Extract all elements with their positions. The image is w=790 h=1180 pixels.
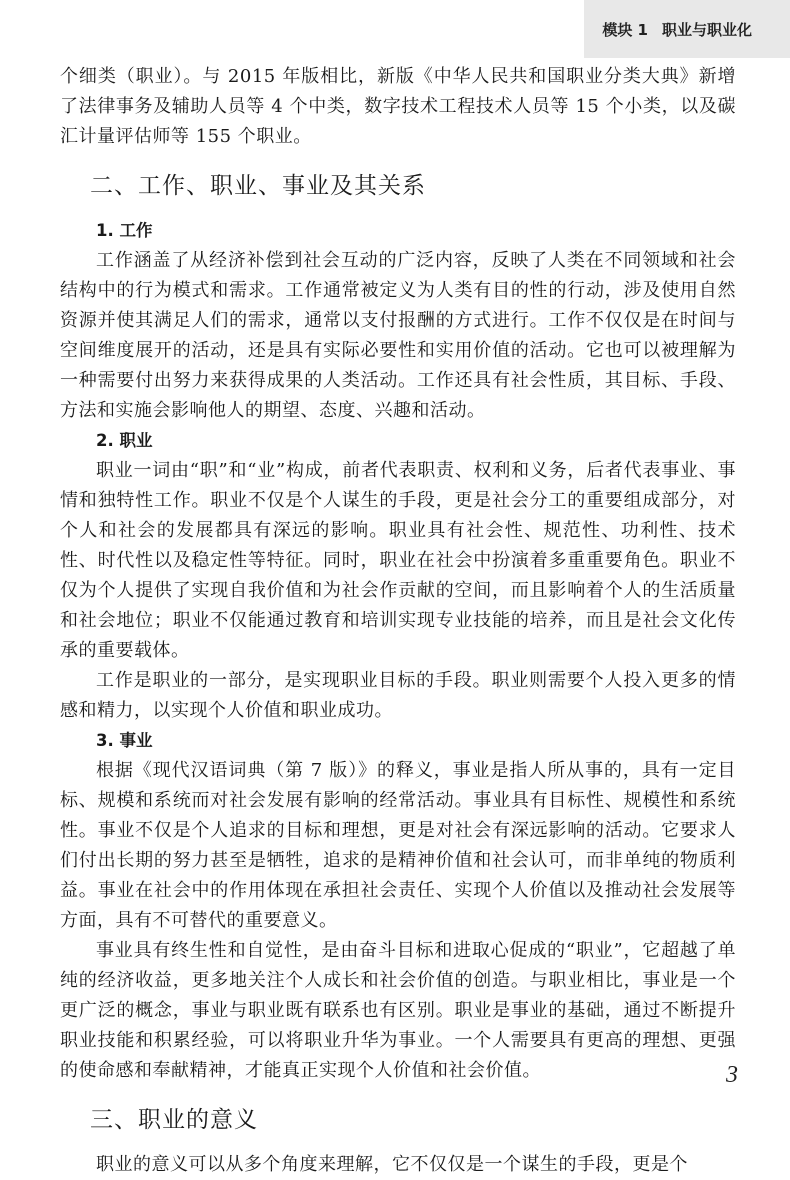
paragraph-career-2: 事业具有终生性和自觉性，是由奋斗目标和进取心促成的“职业”，它超越了单纯的经济收益，更多地关注个人成长和社会价值的创造。与职业相比，事业是一个更广泛的概念，事业与职业既有联系也有区别。职业是事业的基础，通过不断提升职业技能和积累经验，可以将职业升华为事业。一个人需要具有更高的理想、更强的使命感和奉献精神，才能真正实现个人价值和社会价值。 xyxy=(60,940,736,1081)
paragraph-occupation-1: 职业一词由“职”和“业”构成，前者代表职责、权利和义务，后者代表事业、事情和独特性工作。职业不仅是个人谋生的手段，更是社会分工的重要组成部分，对个人和社会的发展都具有深远的影响。职业具有社会性、规范性、功利性、技术性、时代性以及稳定性等特征。同时，职业在社会中扮演着多重重要角色。职业不仅为个人提供了实现自我价值和为社会作贡献的空间，而且影响着个人的生活质量和社会地位；职业不仅能通过教育和培训实现专业技能的培养，而且是社会文化传承的重要载体。 xyxy=(60,460,736,661)
subheading-career: 3. 事业 xyxy=(96,731,153,750)
module-label: 模块 1 xyxy=(602,20,648,39)
running-header xyxy=(584,0,790,58)
section-heading-2: 二、工作、职业、事业及其关系 xyxy=(90,173,426,199)
paragraph-work: 工作涵盖了从经济补偿到社会互动的广泛内容，反映了人类在不同领域和社会结构中的行为模式和需求。工作通常被定义为人类有目的性的行动，涉及使用自然资源并使其满足人们的需求，通常以支付报酬的方式进行。工作不仅仅是在时间与空间维度展开的活动，还是具有实际必要性和实用价值的活动。它也可以被理解为一种需要付出努力来获得成果的人类活动。工作还具有社会性质，其目标、手段、方法和实施会影响他人的期望、态度、兴趣和活动。 xyxy=(60,250,736,421)
paragraph-occupation-2: 工作是职业的一部分，是实现职业目标的手段。职业则需要个人投入更多的情感和精力，以实现个人价值和职业成功。 xyxy=(60,670,736,721)
subheading-occupation: 2. 职业 xyxy=(96,431,153,450)
page-body xyxy=(60,62,736,1180)
section-heading-3: 三、职业的意义 xyxy=(90,1107,258,1133)
chapter-title: 职业与职业化 xyxy=(661,20,752,39)
paragraph-meaning: 职业的意义可以从多个角度来理解，它不仅仅是一个谋生的手段，更是个 xyxy=(96,1154,688,1175)
paragraph-career-1: 根据《现代汉语词典（第 7 版）》的释义，事业是指人所从事的，具有一定目标、规模和系统而对社会发展有影响的经常活动。事业具有目标性、规模性和系统性。事业不仅是个人追求的目标和理想，更是对社会有深远影响的活动。它要求人们付出长期的努力甚至是牺牲，追求的是精神价值和社会认可，而非单纯的物质利益。事业在社会中的作用体现在承担社会责任、实现个人价值以及推动社会发展等方面，具有不可替代的重要意义。 xyxy=(60,760,736,931)
paragraph-intro: 个细类（职业）。与 2015 年版相比，新版《中华人民共和国职业分类大典》新增了法律事务及辅助人员等 4 个中类，数字技术工程技术人员等 15 个小类，以及碳汇计量评估师等 155 个职业。 xyxy=(60,66,736,147)
subheading-work: 1. 工作 xyxy=(96,221,153,240)
page-number: 3 xyxy=(726,1062,738,1088)
